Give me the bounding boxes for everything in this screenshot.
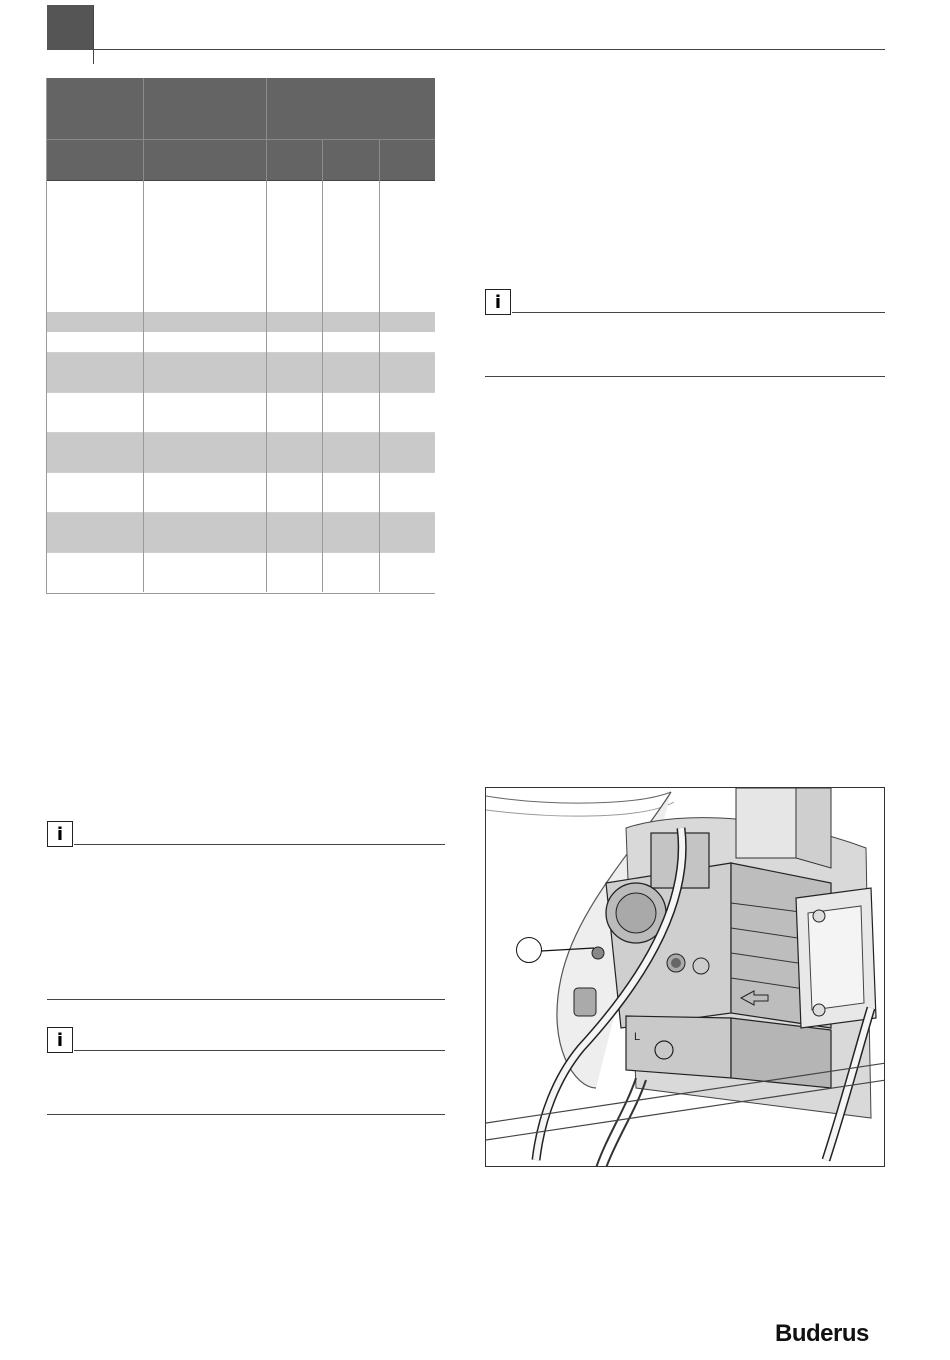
info-icon: i [47, 821, 73, 847]
burner-gas-valve-illustration [486, 788, 885, 1167]
table-cell [322, 353, 379, 393]
table-header-cell [379, 140, 435, 181]
table-header-cell [266, 140, 322, 181]
table-cell [266, 393, 322, 433]
table-cell [379, 393, 435, 433]
header-divider [93, 5, 94, 64]
table-header-cell [46, 78, 143, 140]
header-rule [93, 49, 885, 50]
table-cell [322, 473, 379, 513]
table-cell [46, 332, 143, 353]
table-header-cell [143, 140, 266, 181]
table-row [46, 312, 435, 332]
table-cell [46, 433, 143, 473]
table-cell [143, 181, 266, 313]
chapter-tab [47, 5, 93, 50]
table-cell [322, 332, 379, 353]
table-cell [379, 473, 435, 513]
table-cell [266, 553, 322, 593]
notice-rule-top [74, 844, 445, 845]
table-cell [46, 513, 143, 553]
table-row [46, 513, 435, 553]
table-cell [322, 181, 379, 313]
notice-rule-bottom [47, 999, 445, 1000]
table-cell [46, 181, 143, 313]
buderus-logo: Buderus [775, 1320, 869, 1347]
table-cell [46, 312, 143, 332]
table-cell [322, 393, 379, 433]
table-cell [379, 433, 435, 473]
table-cell [322, 312, 379, 332]
table-cell [143, 353, 266, 393]
table-cell [379, 181, 435, 313]
table-cell [379, 353, 435, 393]
notice-rule-bottom [47, 1114, 445, 1115]
table-subheader-row [46, 140, 435, 181]
info-icon: i [47, 1027, 73, 1053]
table-cell [46, 553, 143, 593]
table-header-cell [322, 140, 379, 181]
table-row [46, 553, 435, 593]
notice-rule-bottom [485, 376, 885, 377]
table-row [46, 473, 435, 513]
table-cell [379, 553, 435, 593]
table-cell [143, 433, 266, 473]
table-cell [46, 393, 143, 433]
table-row [46, 353, 435, 393]
table-cell [143, 513, 266, 553]
table-cell [379, 312, 435, 332]
table-row [46, 433, 435, 473]
table-header-cell [266, 78, 435, 140]
table-cell [266, 473, 322, 513]
table-cell [266, 181, 322, 313]
table-cell [143, 473, 266, 513]
table-cell [266, 433, 322, 473]
valve-marking: L [634, 1031, 641, 1043]
table-cell [379, 332, 435, 353]
table-cell [322, 553, 379, 593]
table-row [46, 181, 435, 313]
table-cell [266, 353, 322, 393]
table-header-row [46, 78, 435, 140]
callout-marker [516, 937, 542, 963]
table-cell [322, 513, 379, 553]
table-row [46, 332, 435, 353]
table-cell [143, 553, 266, 593]
table-cell [379, 513, 435, 553]
table-cell [143, 332, 266, 353]
table-cell [266, 513, 322, 553]
table-cell [46, 353, 143, 393]
info-icon: i [485, 289, 511, 315]
table-header-cell [143, 78, 266, 140]
table-cell [46, 473, 143, 513]
table-header-cell [46, 140, 143, 181]
table-cell [266, 332, 322, 353]
notice-rule-top [512, 312, 885, 313]
table-cell [266, 312, 322, 332]
data-table [46, 78, 435, 592]
table-cell [322, 433, 379, 473]
table-cell [143, 312, 266, 332]
notice-rule-top [74, 1050, 445, 1051]
table-row [46, 393, 435, 433]
table-cell [143, 393, 266, 433]
technical-figure [485, 787, 885, 1167]
